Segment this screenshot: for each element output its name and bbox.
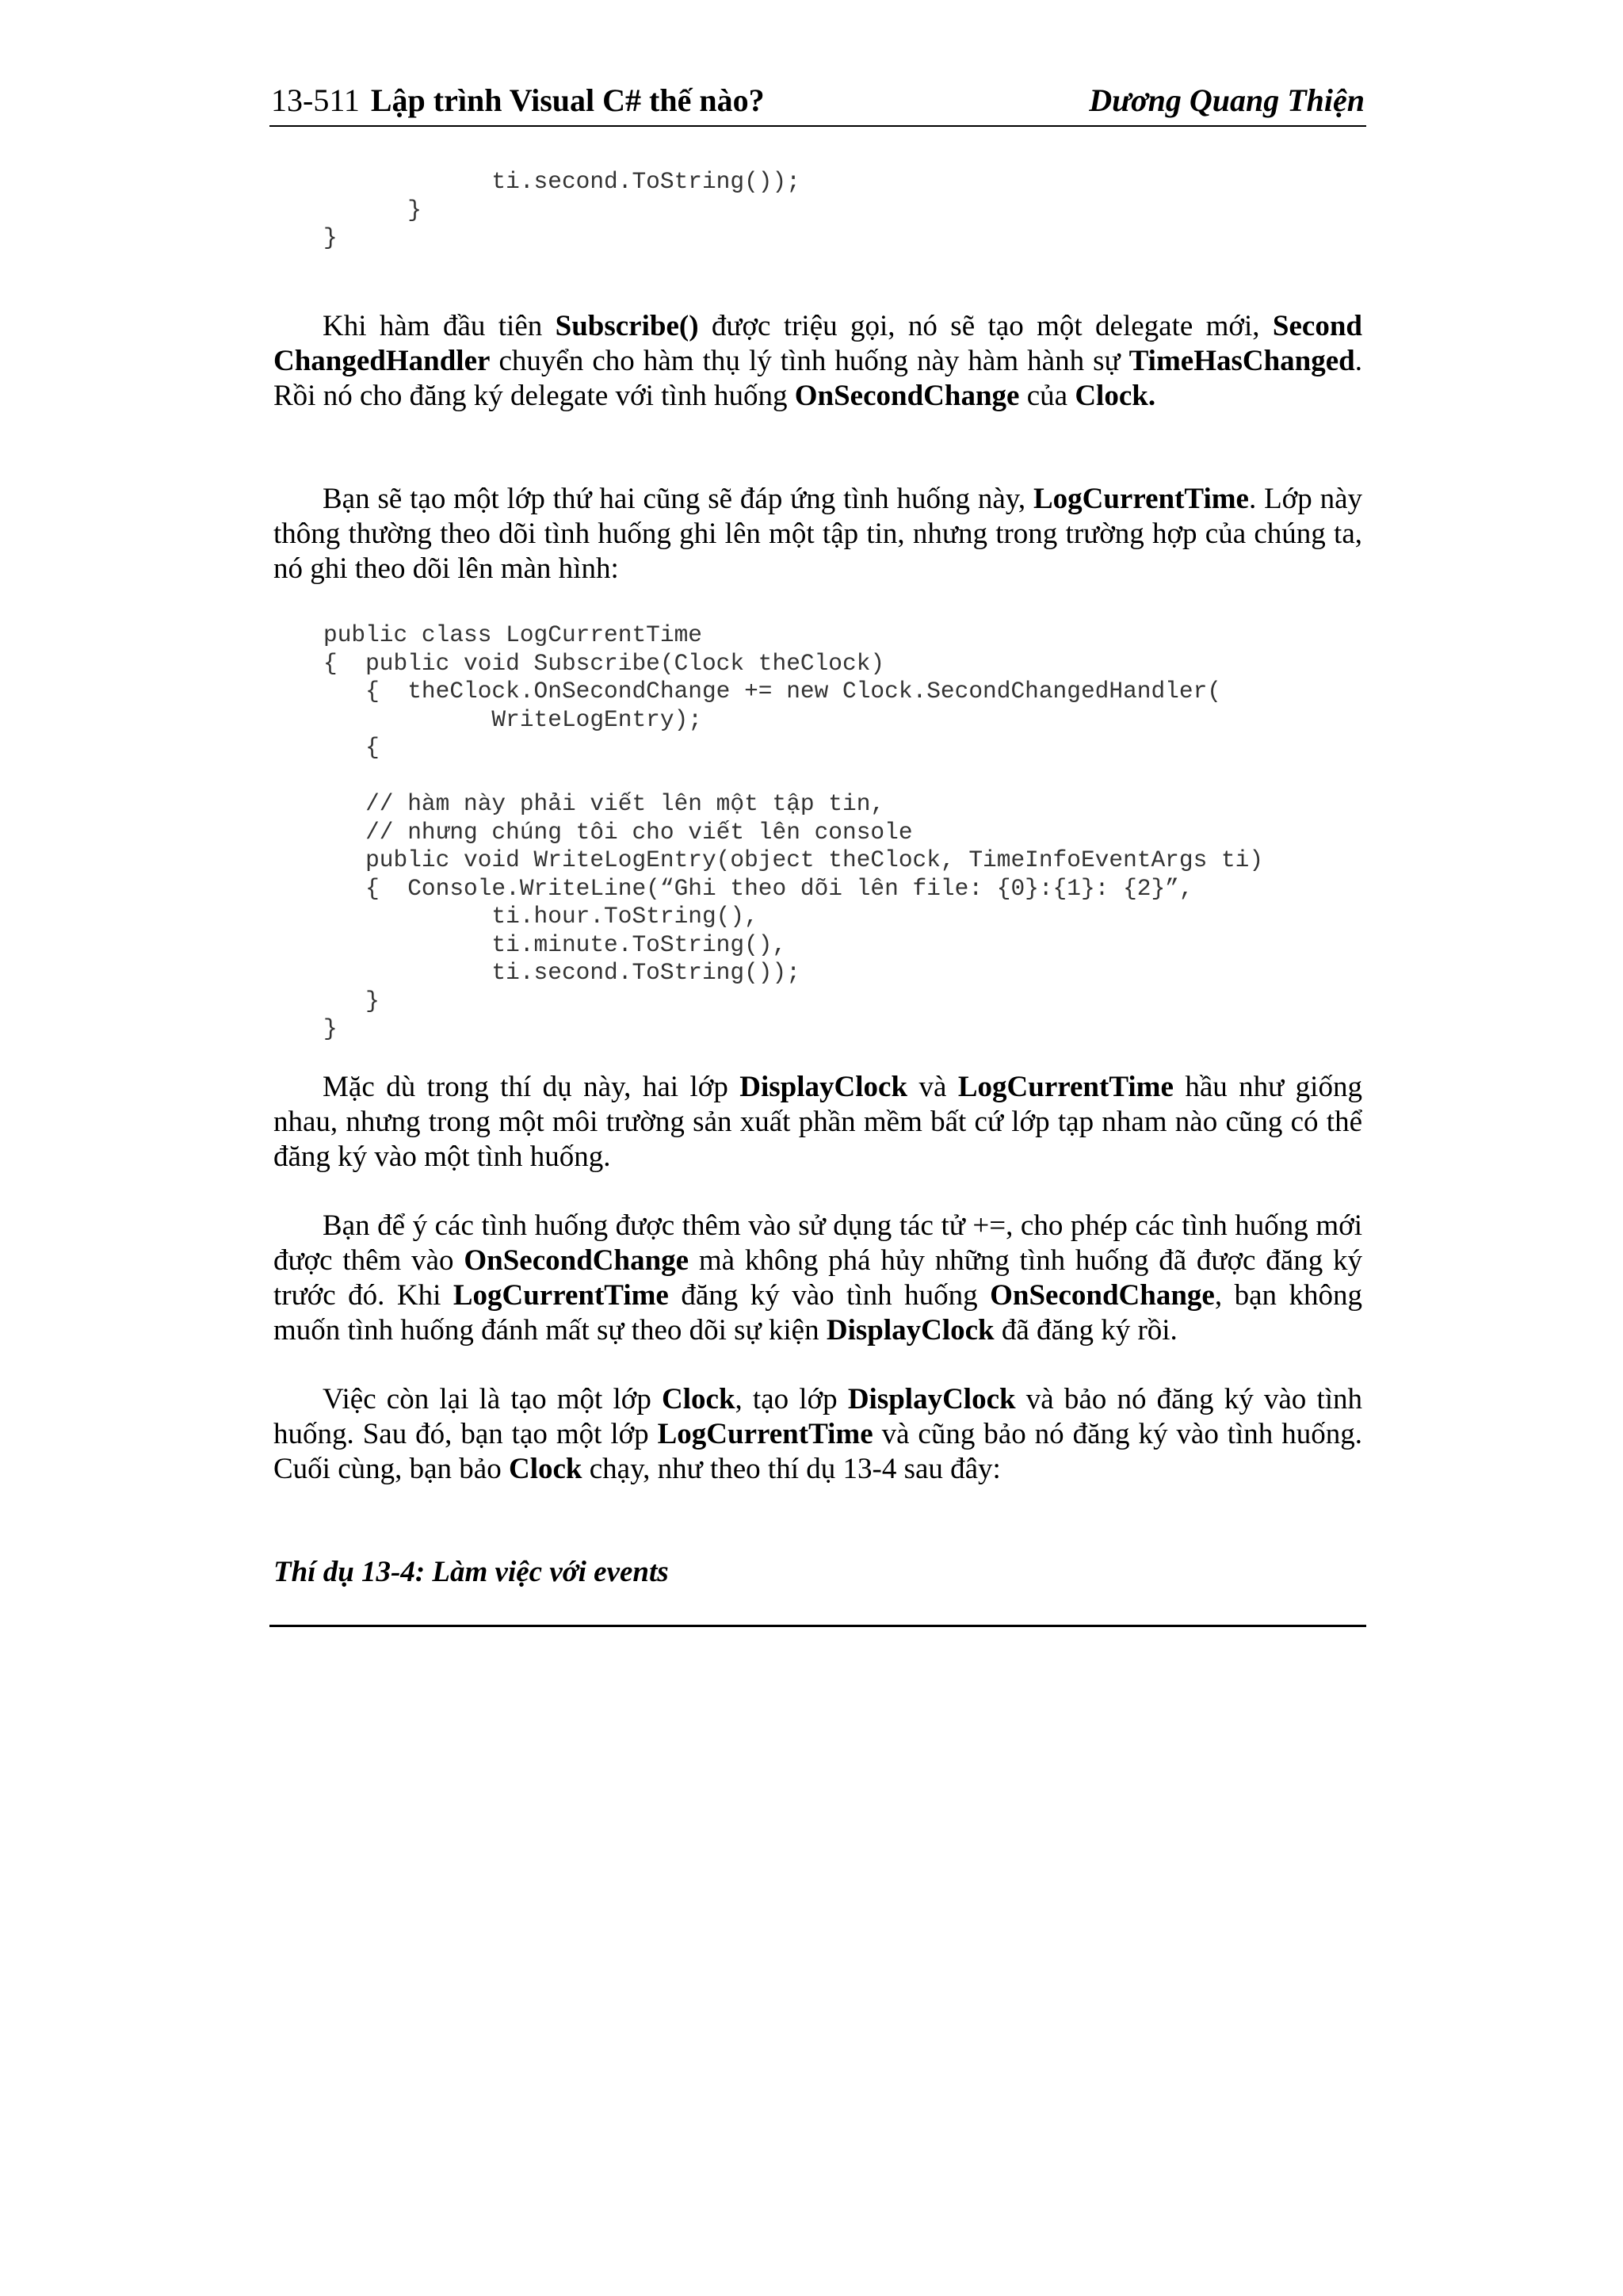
code-line: // nhưng chúng tôi cho viết lên console	[323, 818, 913, 846]
text-run: hầu như giống nhau, nhưng trong một môi trường sản xuất phần mềm bất cứ lớp tạp nham nào cũng có thể đăng ký vào một tình huống.	[273, 1071, 1362, 1173]
bold-term: DisplayClock	[739, 1071, 908, 1103]
book-title: Lập trình Visual C# thế nào?	[370, 82, 765, 118]
bold-term: OnSecondChange	[990, 1279, 1215, 1312]
text-run: Khi hàm đầu tiên	[323, 310, 556, 342]
bold-term: OnSecondChange	[794, 380, 1020, 412]
bold-term: LogCurrentTime	[657, 1418, 873, 1450]
text-run: chạy, như theo thí dụ 13-4 sau đây:	[582, 1453, 1001, 1485]
text-run: Bạn sẽ tạo một lớp thứ hai cũng sẽ đáp ứng tình huống này,	[323, 483, 1033, 515]
code-line: ti.minute.ToString(),	[323, 930, 787, 958]
code-line: ti.second.ToString());	[323, 959, 800, 986]
text-run: . Lớp này thông thường theo dõi tình huống ghi lên một tập tin, nhưng trong trường hợp của chúng ta, nó ghi theo dõi lên màn hình:	[273, 483, 1362, 585]
text-run: và cũng bảo nó đăng ký vào tình huống. Cuối cùng, bạn bảo	[273, 1418, 1363, 1485]
page-number: 13-511	[271, 82, 360, 118]
bold-term: LogCurrentTime	[453, 1279, 669, 1312]
bold-term: DisplayClock	[826, 1314, 995, 1347]
code-line: { theClock.OnSecondChange += new Clock.SecondChangedHandler(	[323, 678, 1221, 705]
text-run: của	[1019, 380, 1075, 412]
paragraph-logcurrenttime	[273, 482, 1362, 586]
code-line: { public void Subscribe(Clock theClock)	[323, 649, 885, 677]
bold-term: Clock	[508, 1453, 582, 1485]
code-line: ti.second.ToString());	[323, 168, 800, 195]
code-line: }	[323, 196, 422, 223]
text-run: mà không phá hủy những tình huống đã được đăng ký trước đó. Khi	[273, 1244, 1362, 1312]
text-run: . Rồi nó cho đăng ký delegate với tình huống	[273, 345, 1362, 412]
code-line: {	[323, 734, 380, 761]
code-line: }	[323, 1015, 338, 1042]
text-run: , tạo lớp	[735, 1383, 848, 1415]
bold-term: DisplayClock	[847, 1383, 1016, 1415]
code-block-top	[323, 168, 800, 253]
bold-term: Second ChangedHandler	[273, 310, 1362, 377]
footer-rule	[269, 1625, 1366, 1627]
text-run: Bạn để ý các tình huống được thêm vào sử dụng tác tử +=, cho phép các tình huống mới được thêm vào	[273, 1209, 1362, 1277]
code-line: }	[323, 224, 338, 251]
bold-term: Clock	[662, 1383, 735, 1415]
bold-term: OnSecondChange	[464, 1244, 689, 1277]
text-run: , bạn không muốn tình huống đánh mất sự theo dõi sự kiện	[273, 1279, 1362, 1347]
code-line: public class LogCurrentTime	[323, 621, 702, 648]
paragraph-remaining	[273, 1382, 1362, 1487]
text-run: và bảo nó đăng ký vào tình huống. Sau đó, bạn tạo một lớp	[273, 1383, 1363, 1450]
paragraph-subscribe	[273, 309, 1362, 414]
text-run: Mặc dù trong thí dụ này, hai lớp	[323, 1071, 740, 1103]
header-rule	[269, 125, 1366, 127]
text-run: được triệu gọi, nó sẽ tạo một delegate mới,	[698, 310, 1273, 342]
bold-term: Clock.	[1075, 380, 1156, 412]
code-line: { Console.WriteLine(“Ghi theo dõi lên file: {0}:{1}: {2}”,	[323, 874, 1193, 902]
code-line: public void WriteLogEntry(object theClock, TimeInfoEventArgs ti)	[323, 846, 1264, 873]
page-header	[271, 76, 1365, 125]
code-line: // hàm này phải viết lên một tập tin,	[323, 790, 885, 817]
code-line: WriteLogEntry);	[323, 705, 702, 733]
paragraph-operator	[273, 1209, 1362, 1348]
text-run: đã đăng ký rồi.	[994, 1314, 1178, 1347]
text-run: và	[907, 1071, 958, 1103]
bold-term: LogCurrentTime	[1033, 483, 1249, 515]
bold-term: TimeHasChanged	[1128, 345, 1355, 377]
code-line	[323, 762, 1263, 791]
code-line: }	[323, 987, 380, 1014]
example-caption: Thí dụ 13-4: Làm việc với events	[273, 1556, 669, 1588]
paragraph-displayclock	[273, 1070, 1362, 1175]
text-run: đăng ký vào tình huống	[668, 1279, 991, 1312]
code-line: ti.hour.ToString(),	[323, 903, 758, 930]
author-name: Dương Quang Thiện	[1089, 82, 1365, 118]
text-run: Việc còn lại là tạo một lớp	[323, 1383, 663, 1415]
bold-term: LogCurrentTime	[957, 1071, 1174, 1103]
bold-term: Subscribe()	[555, 310, 699, 342]
text-run: chuyển cho hàm thụ lý tình huống này hàm hành sự	[490, 345, 1129, 377]
code-block-logcurrenttime	[323, 621, 1263, 1044]
